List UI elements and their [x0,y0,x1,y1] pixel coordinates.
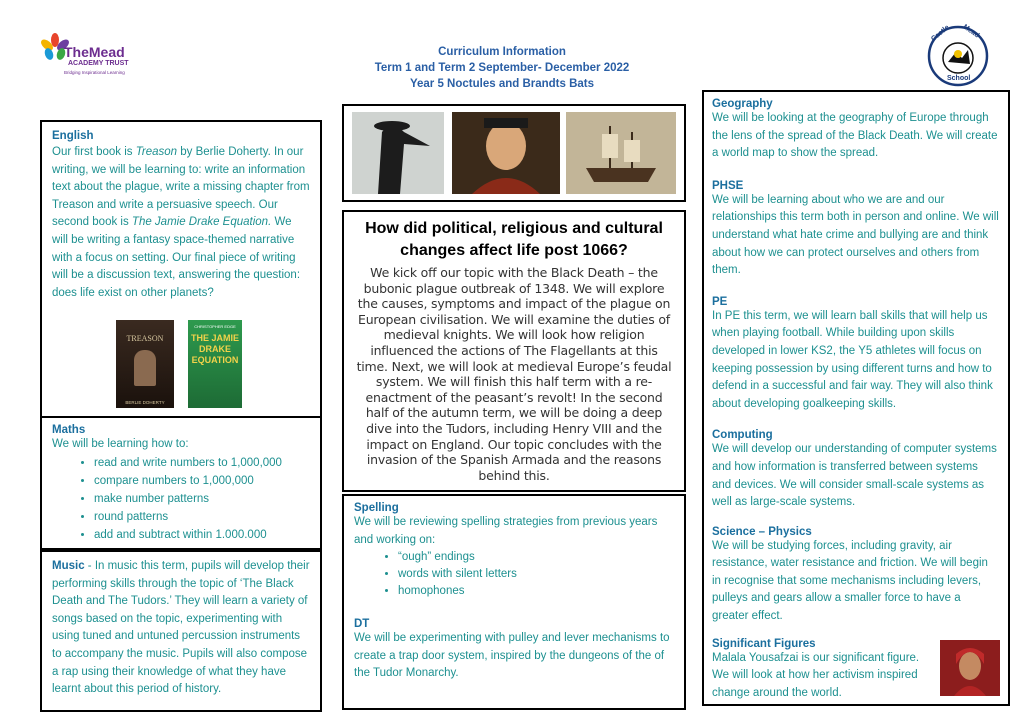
mead-academy-logo [38,30,138,80]
geography-title: Geography [712,98,773,110]
music-title: Music [52,560,85,572]
pe-title: PE [712,295,728,308]
right-column-panel [702,90,1010,706]
list-item: • homophones [398,583,674,600]
plague-doctor-image [352,112,444,194]
list-item: • make number patterns [94,490,310,508]
school-name-top: Castle [930,24,951,43]
music-text: Music - In music this term, pupils will develop their performing skills through the topic of ‘The Black Death and The Tudors.’ They will learn a variety of songs based on the topic, experimenting with using tuned and untuned percussion instruments to accompany the music. Pupils will also compose a rap using their knowledge of what they have learnt about this period of history. [52,560,310,696]
trust-name: TheMead [64,44,125,60]
maths-panel [40,416,322,550]
maths-title: Maths [52,424,86,436]
english-panel [40,120,322,418]
science-title: Science – Physics [712,525,812,538]
english-title: English [52,130,94,142]
school-name-bottom: School [947,75,971,82]
geography-text: We will be looking at the geography of Europe through the lens of the spread of the Black Death. We will create a world map to show the spread. [712,112,998,160]
henry-viii-image [452,112,560,194]
music-panel [40,550,322,712]
header-term: Term 1 and Term 2 September- December 2022 [374,62,630,74]
header-class: Year 5 Noctules and Brandts Bats [409,78,595,90]
header-title: Curriculum Information [438,46,566,58]
trust-sub: ACADEMY TRUST [68,60,129,67]
science-text: We will be studying forces, including gravity, air resistance, water resistance and friction. We will begin in recognise that some mechanisms including levers, pulleys and gears allow a smaller force to have a greater effect. [712,539,988,623]
galleon-ship-image [566,112,676,194]
figures-title: Significant Figures [712,637,816,650]
list-item: • round patterns [94,508,310,526]
computing-title: Computing [712,429,773,442]
phse-text: We will be learning about who we are and our relationships this term both in person and online. We will understand what hate crime and bullying are and think about how we can protect ourselves and others from them. [712,193,999,277]
maths-list [52,454,310,545]
spelling-list [354,549,674,600]
jamie-drake-cover: CHRISTOPHER EDGE THE JAMIE DRAKE EQUATION [188,320,242,408]
spelling-title: Spelling [354,502,399,514]
list-item: • add and subtract within 1.000.000 [94,526,310,544]
list-item: • “ough” endings [398,549,674,566]
spelling-dt-panel [342,494,686,710]
malala-portrait-image [940,640,1000,696]
topic-panel [342,210,686,492]
list-item: • words with silent letters [398,566,674,583]
treason-cover: TREASON BERLIE DOHERTY [116,320,174,408]
list-item: • compare numbers to 1,000,000 [94,472,310,490]
computing-text: We will develop our understanding of computer systems and how information is transferred between systems and devices. We will consider small-scale systems as well as large-scale systems. [712,443,997,509]
dt-text: We will be experimenting with pulley and lever mechanisms to create a trap door system, inspired by the dungeons of the of the Tudor Monarchy. [354,632,670,680]
topic-question: How did political, religious and cultural changes affect life post 1066? [365,220,663,259]
list-item: • read and write numbers to 1,000,000 [94,454,310,472]
phse-title: PHSE [712,179,744,192]
castle-mead-logo [926,24,990,88]
english-text: Our first book is Treason by Berlie Doherty. In our writing, we will be learning to: write an information text about the plague, write a missing chapter from Treason and write a persuasive speech. Our second book is The Jamie Drake Equation. We will be writing a fantasy space-themed narrative with a focus on setting. Our final piece of writing will be a discussion text, answering the question: does life exist on other planets? [52,146,310,299]
topic-images-panel [342,104,686,202]
maths-intro: We will be learning how to: [52,438,189,450]
spelling-intro: We will be reviewing spelling strategies from previous years and working on: [354,516,658,546]
trust-tagline: Bridging Inspirational Learning [64,70,125,75]
topic-text: We kick off our topic with the Black Death – the bubonic plague outbreak of 1348. We will explore the causes, symptoms and impact of the plague on European civilisation. We will examine the duties of medieval knights. We will look how religion influenced the actions of The Flagellants at this time. Next, we will look at medieval Europe’s feudal system. We will finish this half term with a re-enactment of the peasant’s revolt! In the second half of the autumn term, we will be doing a deep dive into the Tudors, including Henry VIII and the impact on England. Our topic concludes with the invasion of the Spanish Armada and the reasons behind this. [356,265,672,483]
book1-title: Treason [135,146,178,158]
page-header [300,44,704,92]
pe-text: In PE this term, we will learn ball skills that will help us when playing football. While building upon skills developed in lower KS2, the Y5 athletes will focus on keeping possession by using different turns and how to defend in a successful and fair way. They will also think about developing goalkeeping skills. [712,309,993,410]
school-name-top2: Mead [961,23,981,40]
dt-title: DT [354,618,370,631]
figures-text: Malala Yousafzai is our significant figure. We will look at how her activism inspired change around the world. [712,651,920,699]
book2-title: The Jamie Drake Equation. [131,216,272,229]
